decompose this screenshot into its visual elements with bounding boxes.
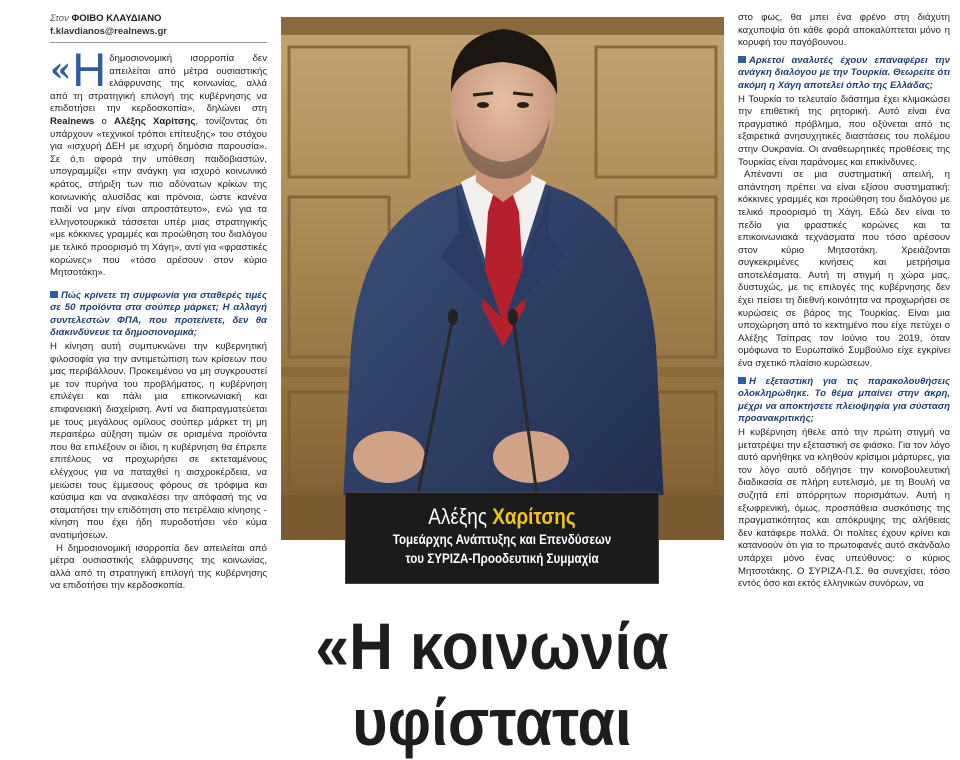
question-square-icon bbox=[738, 56, 746, 63]
caption-last-name: Χαρίτσης bbox=[492, 504, 576, 529]
caption-role-line-1: Τομεάρχης Ανάπτυξης και Επενδύσεων bbox=[392, 532, 612, 547]
intro-person-name: Αλέξης Χαρίτσης bbox=[114, 115, 196, 127]
intro-text-3: , τονίζοντας ότι υπάρχουν «τεχνικοί τρόποι επίτευξης» του στόχου για «ισχυρή ΔΕΗ με ισχυρή δημόσια παρουσία». Σε ό,τι αφορά την υπόθεση παιδοβιαστών, υπογραμμίζει «την ανάγκη για ισχυρό κοινωνικό κράτος, στήριξη των πιο αδύνατων κρίκων της κοινωνικής αλυσίδας και πρόνοια, ώστε κανένα παιδί να μην είναι απροστάτευτο», ενώ για τα ελληνοτουρκικά τάσσεται υπέρ μιας στρατηγικής «με κόκκινες γραμμές και προώθηση του διαλόγου με τελικό προορισμό τη Χάγη», αντί για «φραστικές κορώνες» που «τόσο αρέσουν στον κύριο Μητσοτάκη». bbox=[50, 115, 267, 279]
question-square-icon bbox=[738, 377, 746, 384]
byline-author: ΦΟΙΒΟ ΚΛΑΥΔΙΑΝΟ bbox=[71, 13, 162, 24]
question-1 bbox=[50, 290, 267, 340]
right-lead-text bbox=[738, 12, 950, 50]
answer-1-paragraph-2: Η δημοσιονομική ισορροπία δεν απειλείται από μέτρα ουσιαστικής ελάφρυνσης της κοινωνίας, αλλά από τη στρατηγική επιλογή της κυβέρνησης να επιδοτήσει την κερδοσκοπία. bbox=[50, 542, 267, 592]
answer-2-paragraph-2: Απέναντι σε μια συστηματική απειλή, η απάντηση πρέπει να είναι εξίσου συστηματική: κόκκινες γραμμές και προώθηση του διαλόγου με τελικό προορισμό τη Χάγη. Εδώ δεν είναι το πεδίο για φραστικές κορώνες και τα επικοινωνιακά τεχνάσματα που τόσο αρέσουν στον κύριο Μητσοτάκη. Χρειάζονται συγκεκριμένες κινήσεις και μετρήσιμα αποτελέσματα. Αυτή τη στιγμή η χώρα μας, δυστυχώς, με τις επιλογές της κυβέρνησης δεν έχει πείσει τη διεθνή κοινότητα να προχωρήσει σε κυρώσεις σε βάρος της Τουρκίας. Είναι μια υποχώρηση από το κεκτημένο που είχε πετύχει ο Αλέξης Τσίπρας τον Ιούνιο του 2019, όταν ομόφωνα το Ευρωπαϊκό Συμβούλιο είχε εγκρίνει ένα σχετικό πλαίσιο κυρώσεων. bbox=[738, 169, 950, 370]
byline-prefix: Στον bbox=[50, 13, 69, 24]
author-email: f.klavdianos@realnews.gr bbox=[50, 26, 167, 37]
portrait-photo bbox=[281, 17, 724, 540]
question-1-text: Πώς κρίνετε τη συμφωνία για σταθερές τιμές σε 50 προϊόντα στα σούπερ μάρκετ; Η αλλαγή συντελεστών ΦΠΑ, που προτείνετε, δεν θα διακινδύνευε τα δημοσιονομικά; bbox=[50, 289, 267, 339]
caption-name bbox=[368, 504, 636, 530]
answer-2 bbox=[738, 94, 950, 371]
answer-3 bbox=[738, 427, 950, 591]
headline-line-2: υφίσταται bbox=[352, 685, 632, 759]
intro-text-2: ο bbox=[94, 115, 115, 127]
caption-first-name: Αλέξης bbox=[428, 504, 487, 529]
question-square-icon bbox=[50, 291, 58, 298]
caption-role-line-2: του ΣΥΡΙΖΑ-Προοδευτική Συμμαχία bbox=[405, 551, 599, 566]
question-2-text: Αρκετοί αναλυτές έχουν επαναφέρει την ανάγκη διαλόγου με την Τουρκία. Θεωρείτε ότι ακόμη η Χάγη αποτελεί όπλο της Ελλάδας; bbox=[738, 54, 950, 91]
answer-2-paragraph-1: Η Τουρκία το τελευταίο διάστημα έχει κλιμακώσει την επιθετική της ρητορική. Αυτό είναι ένα πραγματικό πρόβλημα, που οξύνεται από τις εξαιρετικά ανησυχητικές διαστάσεις του πολέμου στην Ουκρανία. Οι αναθεωρητικές προθέσεις της Τουρκίας είναι παράνομες και επικίνδυνες. bbox=[738, 93, 950, 168]
question-3-text: Η εξεταστική για τις παρακολουθήσεις ολοκληρώθηκε. Το θέμα μπαίνει στην άκρη, μέχρι να αποκτήσετε πλειοψηφία για σύσταση προανακριτικής; bbox=[738, 375, 950, 425]
left-column bbox=[50, 12, 267, 720]
byline bbox=[50, 12, 267, 25]
question-2 bbox=[738, 55, 950, 93]
intro-text-1: δημοσιονομική ισορροπία δεν απειλείται από μέτρα ουσιαστικής ελάφρυνσης της κοινωνίας, αλλά από τη στρατηγική επιλογή της κυβέρνησης να επιδοτήσει την κερδοσκοπία», δηλώνει στη bbox=[50, 53, 267, 115]
headline bbox=[308, 608, 676, 760]
headline-line-1: «Η κοινωνία bbox=[315, 609, 669, 683]
intro-quote-mark: « bbox=[50, 50, 72, 90]
drop-cap: Η bbox=[72, 43, 107, 96]
answer-1 bbox=[50, 341, 267, 593]
intro-paper-name: Realnews bbox=[50, 115, 95, 127]
answer-3-paragraph-1: Η κυβέρνηση ήθελε από την πρώτη στιγμή να μετατρέψει την εξεταστική σε φιάσκο. Για τον λόγο αυτό αρνήθηκε να κληθούν κρίσιμοι μάρτυρες, για τον λόγο αυτό οδήγησε την κοινοβουλευτική διαδικασία σε πλήρη ευτελισμό, με τη Βουλή να συζητά επί απόρρητων πορισμάτων. Αυτή η εξωφρενική, όμως, προσπάθεια συσκότισης της πραγματικότητας και απόκρυψης της αλήθειας δεν κατάφερε πολλά. Οι πολίτες έχουν κρίνει και κατανοούν ότι για το πρωτοφανές αυτό σκάνδαλο υπάρχει μόνο ένας υπεύθυνος: ο κύριος Μητσοτάκης. Ο ΣΥΡΙΖΑ-Π.Σ. θα συνεχίσει, τόσο εντός όσο και εκτός ελληνικών συνόρων, να bbox=[738, 427, 950, 590]
answer-1-paragraph-1: Η κίνηση αυτή συμπυκνώνει την κυβερνητική φιλοσοφία για την αντιμετώπιση των κρίσεων που μας περιβάλλουν. Προκειμένου να μη συγκρουστεί με τον πυρήνα του προβλήματος, η κυβέρνηση επιλέγει και πάλι μια επικοινωνιακή και επιφανειακή διαχείριση. Αντί να διαπραγματεύεται με τους μεγάλους ομίλους σούπερ μάρκετ τη μη περαιτέρω αύξηση τιμών σε ορισμένα προϊόντα που θα επιλέξουν οι ίδιοι, η κυβέρνηση θα έπρεπε επιτέλους να προχωρήσει σε εκτεταμένους ελέγχους για να παταχθεί η αισχροκέρδεια, να μειώσει τους έμμεσους φόρους σε τρόφιμα και καύσιμα και να ανακαλέσει την απόφασή της να σταματήσει την επιδότηση στο πετρέλαιο κίνησης - κίνηση που έχει ήδη πυροδοτήσει νέο κύμα ανατιμήσεων. bbox=[50, 341, 267, 541]
intro-paragraph bbox=[50, 43, 267, 280]
caption-box bbox=[345, 492, 659, 584]
right-column bbox=[738, 12, 950, 720]
right-lead-paragraph: στο φως, θα μπει ένα φρένο στη διάχυτη καχυποψία ότι κάθε φορά αποκαλύπτεται μόνο η κορυφή του παγόβουνου. bbox=[738, 12, 950, 49]
question-3 bbox=[738, 376, 950, 426]
